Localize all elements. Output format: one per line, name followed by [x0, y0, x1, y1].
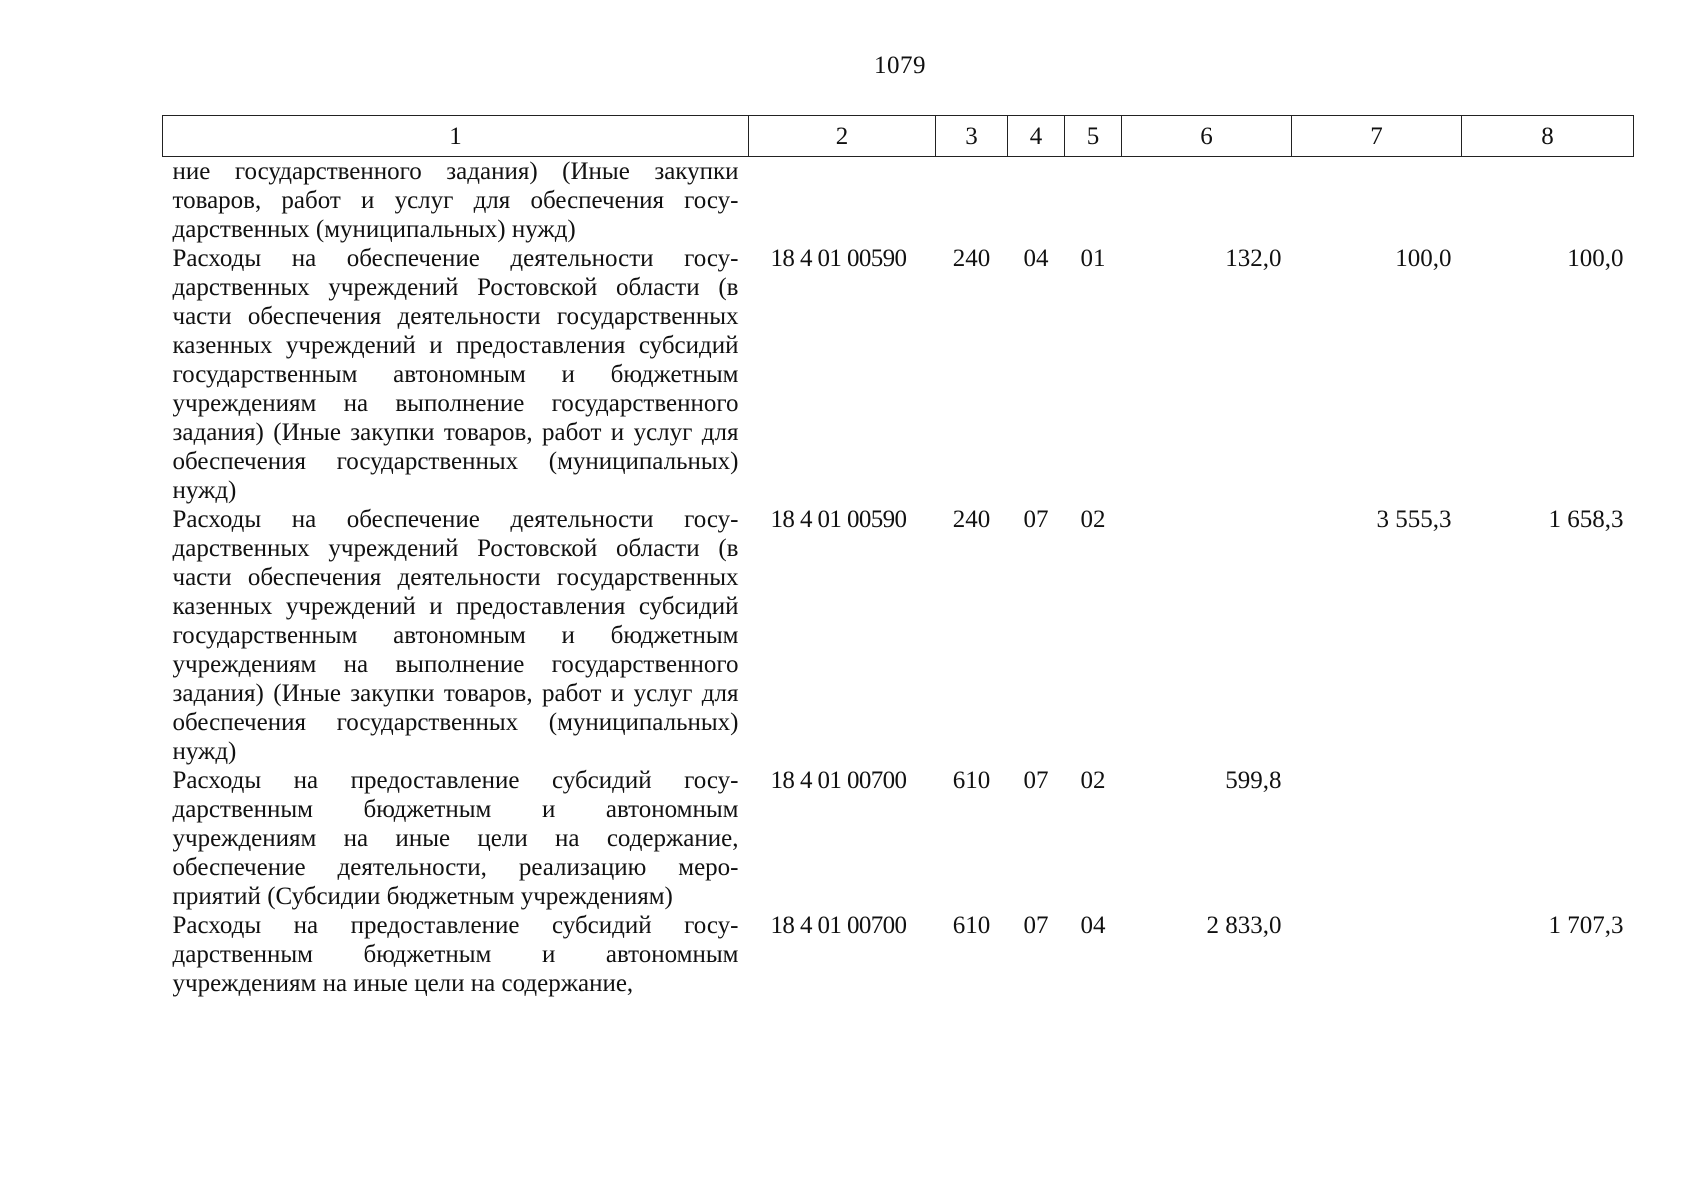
row-col-7 — [1292, 157, 1462, 245]
row-col-8: 1 658,3 — [1548, 506, 1624, 533]
row-col-7: 3 555,3 — [1376, 506, 1452, 533]
row-code: 18 4 01 00590 — [770, 245, 907, 272]
row-col-6: 132,0 — [1225, 245, 1282, 272]
row-col-6: 2 833,0 — [1206, 912, 1282, 939]
budget-table — [162, 115, 1634, 998]
row-description: ние государственного задания) (Иные закупки товаров, работ и услуг для обеспечения государственных (муниципальных) нужд) — [172, 158, 739, 243]
row-col-8 — [1462, 157, 1634, 245]
row-col-5: 02 — [1080, 506, 1106, 533]
row-col-6 — [1122, 157, 1292, 245]
row-col-8: 100,0 — [1567, 245, 1624, 272]
row-col-4: 07 — [1023, 506, 1049, 533]
table-row — [163, 911, 1634, 998]
header-row — [163, 116, 1634, 157]
row-col-7 — [1292, 766, 1462, 911]
row-col-4: 07 — [1023, 767, 1049, 794]
column-header-1: 1 — [163, 116, 749, 157]
row-col-6 — [1122, 505, 1292, 766]
table-header — [163, 116, 1634, 157]
row-description: Расходы на предоставление субсидий государственным бюджетным и автономным учреждениям на иные цели на содержание, — [172, 912, 739, 997]
row-code: 18 4 01 00700 — [770, 912, 907, 939]
row-col-5 — [1065, 157, 1122, 245]
table-row — [163, 157, 1634, 245]
column-header-2: 2 — [749, 116, 936, 157]
row-col-5: 02 — [1080, 767, 1106, 794]
row-description: Расходы на предоставление субсидий государственным бюджетным и автономным учреждениям на иные цели на содержание, обеспечение деятельности, реализацию мероприятий (Субсидии бюджетным учреждениям) — [172, 767, 739, 910]
row-col-5: 01 — [1080, 245, 1106, 272]
row-code: 18 4 01 00700 — [770, 767, 907, 794]
row-col-4: 07 — [1023, 912, 1049, 939]
column-header-6: 6 — [1122, 116, 1292, 157]
row-col-7 — [1292, 911, 1462, 998]
row-col-4: 04 — [1023, 245, 1049, 272]
row-col-4 — [1008, 157, 1065, 245]
row-description: Расходы на обеспечение деятельности государственных учреждений Ростовской области (в части обеспечения деятельности государственных казенных учреждений и предоставления субсидий государственным автономным и бюджетным учреждениям на выполнение государственного задания) (Иные закупки товаров, работ и услуг для обеспечения государственных (муниципальных) нужд) — [172, 245, 739, 504]
row-col-3: 240 — [952, 506, 991, 533]
row-col-8 — [1462, 766, 1634, 911]
table-row — [163, 766, 1634, 911]
row-code — [749, 157, 936, 245]
row-col-3: 610 — [952, 767, 991, 794]
row-col-3: 240 — [952, 245, 991, 272]
column-header-8: 8 — [1462, 116, 1634, 157]
row-col-7: 100,0 — [1395, 245, 1452, 272]
page-number: 1079 — [874, 52, 926, 79]
table-row — [163, 505, 1634, 766]
column-header-7: 7 — [1292, 116, 1462, 157]
table-row — [163, 244, 1634, 505]
row-col-5: 04 — [1080, 912, 1106, 939]
row-col-3: 610 — [952, 912, 991, 939]
row-col-6: 599,8 — [1225, 767, 1282, 794]
column-header-4: 4 — [1008, 116, 1065, 157]
row-description: Расходы на обеспечение деятельности государственных учреждений Ростовской области (в части обеспечения деятельности государственных казенных учреждений и предоставления субсидий государственным автономным и бюджетным учреждениям на выполнение государственного задания) (Иные закупки товаров, работ и услуг для обеспечения государственных (муниципальных) нужд) — [172, 506, 739, 765]
row-col-3 — [936, 157, 1008, 245]
column-header-3: 3 — [936, 116, 1008, 157]
row-code: 18 4 01 00590 — [770, 506, 907, 533]
table-body — [163, 157, 1634, 999]
row-col-8: 1 707,3 — [1548, 912, 1624, 939]
column-header-5: 5 — [1065, 116, 1122, 157]
